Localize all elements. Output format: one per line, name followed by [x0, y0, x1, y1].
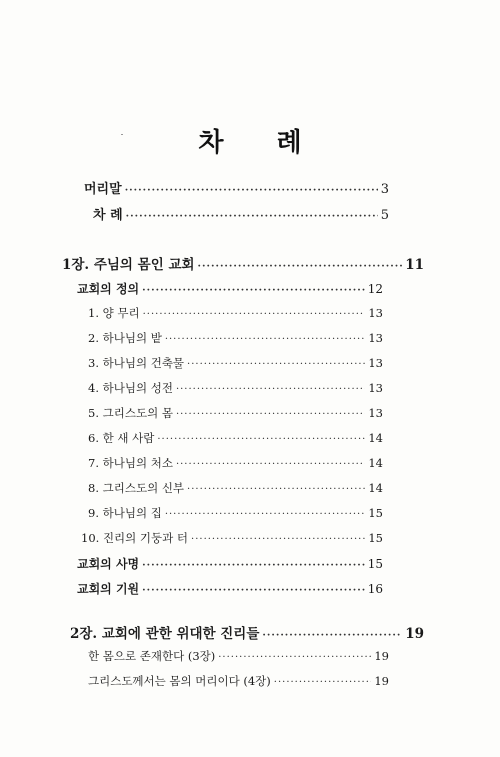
item-label: 8. 그리스도의 신부	[88, 481, 185, 495]
item-page: 15	[368, 506, 383, 520]
toc-item[interactable]	[88, 380, 383, 396]
section-label: 교회의 기원	[77, 582, 140, 596]
toc-item[interactable]	[88, 430, 383, 446]
leader-dots	[187, 484, 365, 495]
item-label: 한 몸으로 존재한다 (3장)	[88, 649, 216, 663]
toc-chapter-2[interactable]	[70, 622, 424, 642]
item-label: 2. 하나님의 밭	[88, 331, 162, 345]
item-page: 13	[368, 381, 383, 395]
leader-dots	[125, 185, 378, 196]
item-label: 5. 그리스도의 몸	[88, 406, 173, 420]
page-title: 차 례	[198, 128, 324, 158]
leader-dots	[176, 384, 365, 395]
leader-dots	[191, 534, 365, 545]
toc-item[interactable]	[88, 505, 383, 521]
item-label: 7. 하나님의 처소	[88, 456, 173, 470]
item-label: 10. 진리의 기둥과 터	[81, 531, 189, 545]
leader-dots	[142, 285, 365, 296]
toc-item[interactable]	[88, 305, 383, 321]
item-page: 13	[368, 331, 383, 345]
item-label: 9. 하나님의 집	[88, 506, 162, 520]
chapter-label: 2장. 교회에 관한 위대한 진리들	[70, 626, 260, 642]
toc-entry-preface[interactable]	[84, 178, 389, 197]
leader-dots	[142, 560, 365, 571]
toc-section[interactable]	[77, 580, 383, 597]
leader-dots	[218, 652, 371, 663]
toc-item[interactable]	[88, 455, 383, 471]
item-page: 19	[374, 674, 389, 688]
leader-dots	[143, 309, 366, 320]
leader-dots	[176, 409, 365, 420]
toc-section[interactable]	[77, 555, 383, 572]
leader-dots	[176, 459, 365, 470]
section-label: 교회의 사명	[77, 557, 140, 571]
item-page: 19	[374, 649, 389, 663]
leader-dots	[262, 630, 402, 641]
toc-entry-contents[interactable]	[93, 204, 389, 223]
toc-item[interactable]	[88, 355, 383, 371]
leader-dots	[165, 334, 366, 345]
item-page: 13	[368, 406, 383, 420]
toc-section[interactable]	[77, 280, 383, 297]
item-label: 4. 하나님의 성전	[88, 381, 173, 395]
toc-entry-label: 머리말	[84, 182, 122, 197]
item-page: 13	[368, 306, 383, 320]
section-page: 15	[367, 557, 383, 571]
chapter-page: 19	[405, 626, 424, 642]
toc-entry-label: 차 례	[93, 208, 123, 223]
leader-dots	[126, 211, 378, 222]
leader-dots	[187, 359, 365, 370]
toc-item[interactable]	[88, 330, 383, 346]
toc-entry-page: 5	[380, 208, 389, 223]
toc-item[interactable]	[88, 648, 389, 664]
toc-entry-page: 3	[380, 182, 389, 197]
leader-dots	[142, 585, 365, 596]
section-page: 16	[367, 582, 383, 596]
toc-item[interactable]	[88, 480, 383, 496]
item-page: 13	[368, 356, 383, 370]
leader-dots	[198, 261, 403, 272]
chapter-label: 1장. 주님의 몸인 교회	[62, 257, 195, 273]
leader-dots	[274, 677, 372, 688]
toc-item[interactable]	[81, 530, 383, 546]
chapter-page: 11	[405, 257, 424, 273]
section-page: 12	[367, 282, 383, 296]
item-label: 6. 한 새 사람	[88, 431, 155, 445]
toc-chapter-1[interactable]	[62, 253, 424, 273]
item-label: 3. 하나님의 건축물	[88, 356, 185, 370]
toc-item[interactable]	[88, 405, 383, 421]
toc-item[interactable]	[88, 673, 389, 689]
item-page: 15	[368, 531, 383, 545]
item-label: 그리스도께서는 몸의 머리이다 (4장)	[88, 674, 271, 688]
item-label: 1. 양 무리	[88, 306, 140, 320]
item-page: 14	[368, 456, 383, 470]
item-page: 14	[368, 481, 383, 495]
section-label: 교회의 정의	[77, 282, 140, 296]
leader-dots	[165, 509, 366, 520]
item-page: 14	[368, 431, 383, 445]
leader-dots	[157, 434, 365, 445]
